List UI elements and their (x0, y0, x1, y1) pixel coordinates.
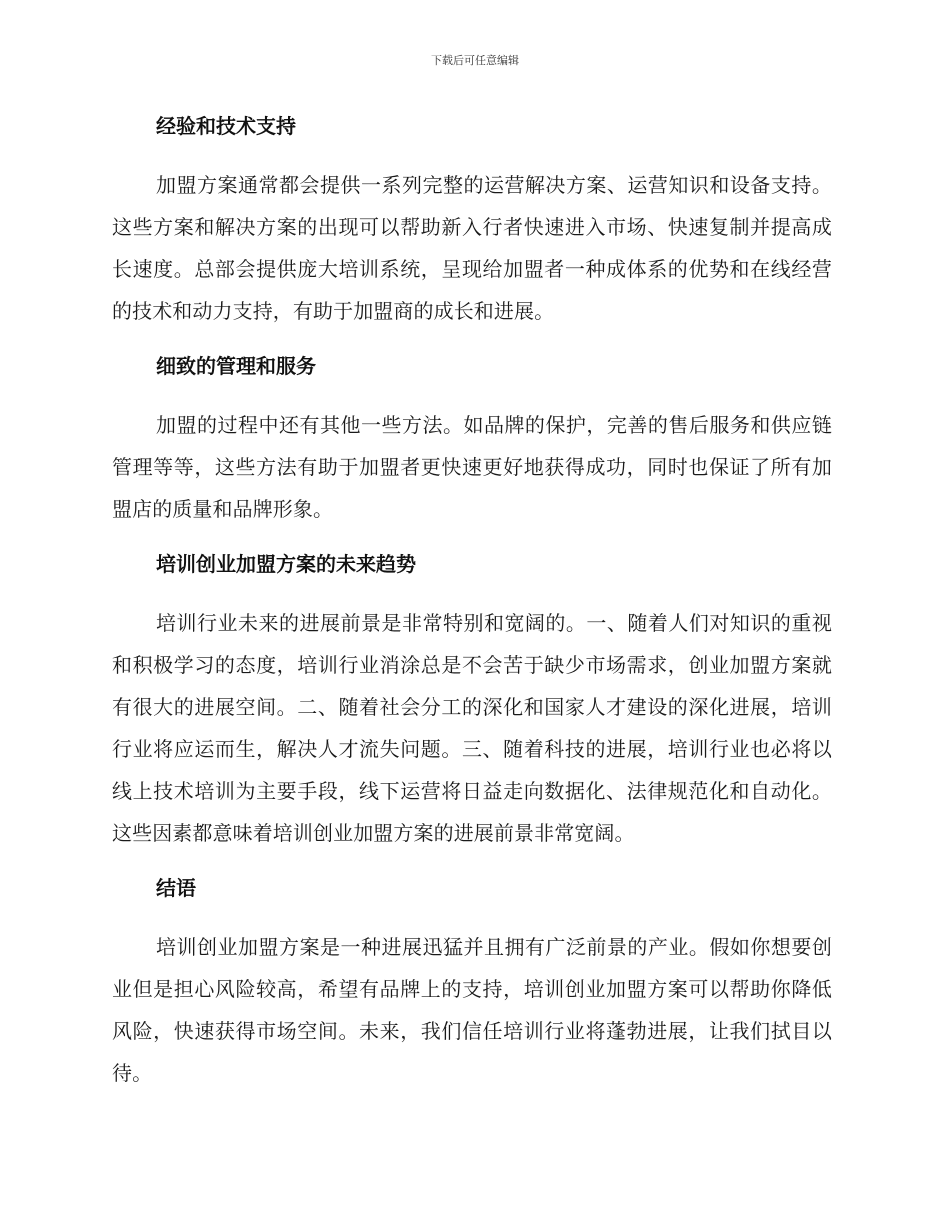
section-paragraph: 加盟的过程中还有其他一些方法。如品牌的保护，完善的售后服务和供应链管理等等，这些方法有助于加盟者更快速更好地获得成功，同时也保证了所有加盟店的质量和品牌形象。 (112, 413, 832, 521)
section-heading: 经验和技术支持 (156, 114, 296, 138)
section-paragraph: 培训创业加盟方案是一种进展迅猛并且拥有广泛前景的产业。假如你想要创业但是担心风险较高，希望有品牌上的支持，培训创业加盟方案可以帮助你降低风险，快速获得市场空间。未来，我们信任培训行业将蓬勃进展，让我们拭目以待。 (112, 935, 832, 1085)
section-future-trend (112, 544, 832, 868)
document-body (112, 106, 832, 1094)
page-header: 下载后可任意编辑 (431, 54, 519, 67)
section-paragraph: 培训行业未来的进展前景是非常特别和宽阔的。一、随着人们对知识的重视和积极学习的态度，培训行业消涂总是不会苦于缺少市场需求，创业加盟方案就有很大的进展空间。二、随着社会分工的深化和国家人才建设的深化进展，培训行业将应运而生，解决人才流失问题。三、随着科技的进展，培训行业也必将以线上技术培训为主要手段，线下运营将日益走向数据化、法律规范化和自动化。这些因素都意味着培训创业加盟方案的进展前景非常宽阔。 (112, 611, 832, 845)
section-heading: 结语 (156, 876, 196, 900)
section-heading: 细致的管理和服务 (156, 354, 316, 378)
section-heading: 培训创业加盟方案的未来趋势 (156, 552, 416, 576)
section-management-service (112, 346, 832, 544)
section-experience-support (112, 106, 832, 346)
section-paragraph: 加盟方案通常都会提供一系列完整的运营解决方案、运营知识和设备支持。这些方案和解决方案的出现可以帮助新入行者快速进入市场、快速复制并提高成长速度。总部会提供庞大培训系统，呈现给加盟者一种成体系的优势和在线经营的技术和动力支持，有助于加盟商的成长和进展。 (112, 173, 832, 323)
section-conclusion (112, 868, 832, 1094)
